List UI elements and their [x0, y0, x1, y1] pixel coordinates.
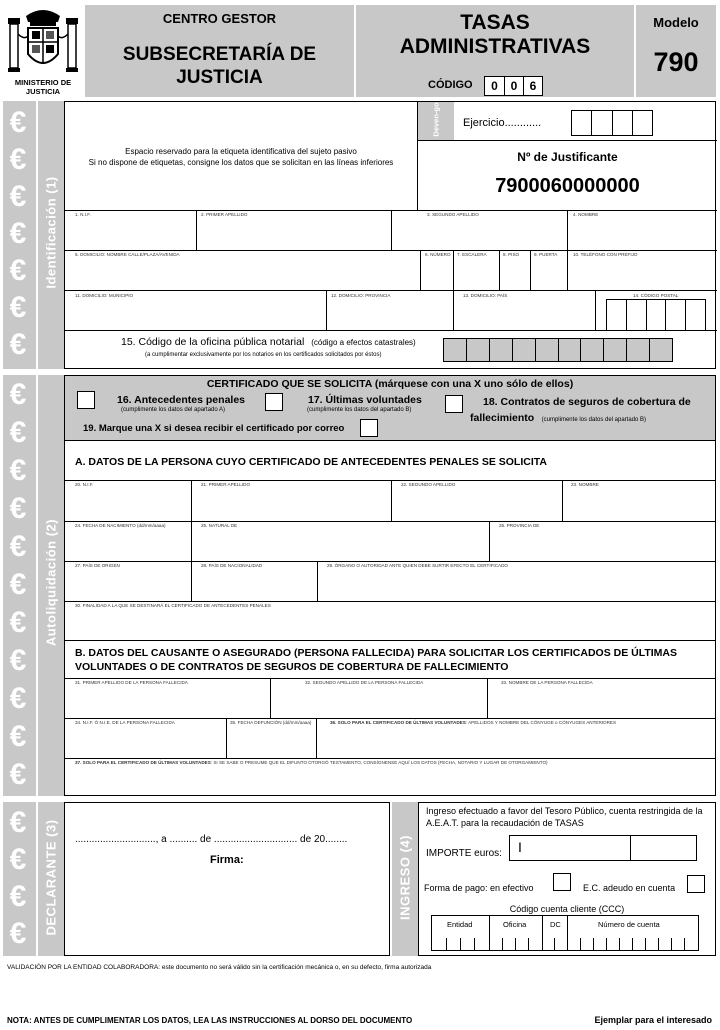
- tasas-panel: [356, 5, 634, 97]
- coat-of-arms-icon: [4, 4, 82, 80]
- euro-icon: €: [9, 880, 27, 913]
- label-space-line2: Si no dispone de etiquetas, consigne los datos que se solicitan en las líneas inferiores: [88, 158, 394, 167]
- declarante-side-label: DECLARANTE (3): [43, 819, 59, 936]
- ccc-oficina: Oficina: [503, 920, 527, 929]
- b-conyuge-field[interactable]: 36. SOLO PARA EL CERTIFICADO DE ÚLTIMAS VOLUNTADES: APELLIDOS Y NOMBRE DEL CÓNYUGE o CÓNYUGES ANTERIORES: [330, 720, 617, 725]
- ccc-boxes[interactable]: [431, 915, 699, 951]
- puerta-field[interactable]: 9. PUERTA: [534, 252, 558, 257]
- ccc-label: Código cuenta cliente (CCC): [509, 904, 625, 914]
- euro-icon: €: [9, 106, 27, 139]
- a-pais-nacionalidad-field[interactable]: 28. PAÍS DE NACIONALIDAD: [201, 563, 263, 568]
- modelo-panel: [636, 5, 716, 97]
- importe-input[interactable]: [509, 835, 697, 861]
- tasas-title: TASAS ADMINISTRATIVAS: [399, 11, 591, 58]
- codigo-digit: 0: [504, 77, 523, 95]
- a-finalidad-field[interactable]: 30. FINALIDAD A LA QUE SE DESTINARÁ EL CERTIFICADO DE ANTECEDENTES PENALES: [75, 603, 271, 608]
- centro-gestor-panel: [85, 5, 354, 97]
- euro-icon: €: [9, 530, 27, 563]
- identificacion-section: [64, 101, 716, 369]
- correo-label: 19. Marque una X si desea recibir el certificado por correo: [83, 423, 345, 434]
- a-organo-field[interactable]: 29. ÓRGANO O AUTORIDAD ANTE QUIEN DEBE SURTIR EFECTO EL CERTIFICADO: [327, 563, 508, 568]
- oficina-notarial-boxes[interactable]: [443, 338, 673, 362]
- correo-checkbox[interactable]: [360, 419, 378, 437]
- euro-icon: €: [9, 291, 27, 324]
- declarante-side-bar: [38, 802, 64, 956]
- b-segundo-apellido-field[interactable]: 32. SEGUNDO APELLIDO DE LA PERSONA FALLECIDA: [305, 680, 424, 685]
- ccc-entidad: Entidad: [447, 920, 473, 929]
- importe-label: IMPORTE euros:: [426, 848, 502, 859]
- forma-pago-label: Forma de pago: en efectivo: [424, 883, 534, 893]
- a-provincia-field[interactable]: 26. PROVINCIA DE: [499, 523, 540, 528]
- piso-field[interactable]: 8. PISO: [503, 252, 520, 257]
- ultimas-voluntades-label: 17. Últimas voluntades: [308, 394, 422, 406]
- euro-icon: €: [9, 843, 27, 876]
- validacion-text: VALIDACIÓN POR LA ENTIDAD COLABORADORA: este documento no será válido sin la certificación mecánica o, en su defecto, firma autorizada: [7, 964, 432, 971]
- seccion-b-title-2: VOLUNTADES O DE CONTRATOS DE SEGUROS DE COBERTURA DE FALLECIMIENTO: [75, 661, 509, 673]
- codigo-postal-boxes[interactable]: [606, 299, 706, 330]
- ingreso-intro-2: A.E.A.T. para la recaudación de TASAS: [426, 818, 584, 828]
- devengo-box: [418, 102, 454, 140]
- escalera-field[interactable]: 7. ESCALERA: [457, 252, 487, 257]
- numero-field[interactable]: 6. NÚMERO: [425, 252, 451, 257]
- euro-icon: €: [9, 568, 27, 601]
- segundo-apellido-field[interactable]: 3. SEGUNDO APELLIDO: [427, 212, 479, 217]
- ejercicio-boxes[interactable]: [571, 110, 653, 136]
- codigo-postal-label: 14. CÓDIGO POSTAL: [633, 293, 679, 298]
- autoliquidacion-section: [64, 375, 716, 796]
- a-nombre-field[interactable]: 23. NOMBRE: [571, 482, 599, 487]
- provincia-field[interactable]: 12. DOMICILIO: PROVINCIA: [331, 293, 391, 298]
- euro-icon: €: [9, 806, 27, 839]
- modelo-number: 790: [653, 47, 699, 77]
- euro-icon: €: [9, 378, 27, 411]
- efectivo-checkbox[interactable]: [553, 873, 571, 891]
- euro-icon: €: [9, 644, 27, 677]
- codigo-label: CÓDIGO: [428, 79, 473, 91]
- ejemplar-text: Ejemplar para el interesado: [594, 1015, 712, 1025]
- euro-icon: €: [9, 682, 27, 715]
- municipio-field[interactable]: 11. DOMICILIO: MUNICIPIO: [75, 293, 134, 298]
- euro-icon: €: [9, 758, 27, 791]
- seguros-checkbox[interactable]: [445, 395, 463, 413]
- ejercicio-label: Ejercicio............: [463, 117, 542, 129]
- devengo-label: Deven-go: [431, 102, 441, 137]
- ministry-name: MINISTERIO DE JUSTICIA: [14, 78, 72, 96]
- antecedentes-checkbox[interactable]: [77, 391, 95, 409]
- identificacion-side-bar: [38, 101, 64, 369]
- label-space-line1: Espacio reservado para la etiqueta identificativa del sujeto pasivo: [125, 147, 357, 156]
- centro-gestor-label: CENTRO GESTOR: [162, 11, 277, 26]
- domicilio-calle-field[interactable]: 5. DOMICILIO: NOMBRE CALLE/PLAZA/AVENIDA: [75, 252, 180, 257]
- a-pais-origen-field[interactable]: 27. PAÍS DE ORIGEN: [75, 563, 120, 568]
- adeudo-label: E.C. adeudo en cuenta: [583, 883, 676, 893]
- codigo-digit: 6: [523, 77, 542, 95]
- b-nif-field[interactable]: 34. N.I.F. Ó N.I.E. DE LA PERSONA FALLECIDA: [75, 720, 175, 725]
- b-nombre-field[interactable]: 33. NOMBRE DE LA PERSONA FALLECIDA: [501, 680, 593, 685]
- ingreso-side-bar: [392, 802, 418, 956]
- ingreso-intro: Ingreso efectuado a favor del Tesoro Público, cuenta restringida de la: [426, 806, 703, 816]
- centro-gestor-name: SUBSECRETARÍA DE JUSTICIA: [122, 44, 317, 88]
- ccc-numero-cuenta: Número de cuenta: [598, 920, 660, 929]
- b-fecha-defuncion-field[interactable]: 35. FECHA DEFUNCIÓN (dd/mm/aaaa): [230, 720, 312, 725]
- importe-value: I: [518, 839, 522, 855]
- nota-text: NOTA: ANTES DE CUMPLIMENTAR LOS DATOS, LEA LAS INSTRUCCIONES AL DORSO DEL DOCUMENTO: [7, 1016, 413, 1025]
- ultimas-voluntades-sub: (cumplimente los datos del apartado B): [307, 407, 412, 413]
- antecedentes-label: 16. Antecedentes penales: [117, 394, 245, 406]
- euro-icon: €: [9, 720, 27, 753]
- primer-apellido-field[interactable]: 2. PRIMER APELLIDO: [201, 212, 248, 217]
- codigo-digit: 0: [491, 79, 498, 93]
- nif-field[interactable]: 1. N.I.F.: [75, 212, 91, 217]
- pais-field[interactable]: 13. DOMICILIO: PAÍS: [463, 293, 508, 298]
- b-primer-apellido-field[interactable]: 31. PRIMER APELLIDO DE LA PERSONA FALLECIDA: [75, 680, 188, 685]
- euro-icon: €: [9, 454, 27, 487]
- a-primer-apellido-field[interactable]: 21. PRIMER APELLIDO: [201, 482, 251, 487]
- euro-icon: €: [9, 180, 27, 213]
- euro-icon: €: [9, 492, 27, 525]
- justificante-number: 7900060000000: [495, 175, 640, 197]
- nombre-field[interactable]: 4. NOMBRE: [573, 212, 599, 217]
- ccc-dc: DC: [550, 920, 561, 929]
- a-natural-field[interactable]: 25. NATURAL DE: [201, 523, 238, 528]
- antecedentes-sub: (cumplimente los datos del apartado A): [121, 407, 226, 413]
- seccion-a-title: A. DATOS DE LA PERSONA CUYO CERTIFICADO DE ANTECEDENTES PENALES SE SOLICITA: [75, 456, 547, 468]
- euro-icon: €: [9, 917, 27, 950]
- ministry-logo: [4, 4, 82, 98]
- euro-icon: €: [9, 217, 27, 250]
- a-segundo-apellido-field[interactable]: 22. SEGUNDO APELLIDO: [401, 482, 456, 487]
- justificante-label: Nº de Justificante: [517, 150, 618, 164]
- autoliquidacion-side-label: Autoliquidación (2): [43, 518, 59, 647]
- euro-icon: €: [9, 328, 27, 361]
- oficina-notarial-sub: (a cumplimentar exclusivamente por los notarios en los certificados solicitados por éstos): [145, 352, 382, 358]
- telefono-field[interactable]: 10. TELÉFONO CON PREFIJO: [573, 252, 638, 257]
- euro-icon: €: [9, 416, 27, 449]
- cert-title: CERTIFICADO QUE SE SOLICITA (márquese con una X uno sólo de ellos): [206, 378, 574, 390]
- label-space: [65, 102, 417, 210]
- euro-icon: €: [9, 254, 27, 287]
- oficina-notarial-note: (código a efectos catastrales): [311, 338, 416, 347]
- seccion-b-title: B. DATOS DEL CAUSANTE O ASEGURADO (PERSONA FALLECIDA) PARA SOLICITAR LOS CERTIFICADOS DE ÚLTIMAS: [75, 647, 678, 659]
- firma-label: Firma:: [210, 854, 244, 866]
- a-nif-field[interactable]: 20. N.I.F.: [75, 482, 94, 487]
- declarante-section: [64, 802, 390, 956]
- ingreso-side-label: INGRESO (4): [397, 835, 413, 920]
- seguros-label: 18. Contratos de seguros de cobertura de: [483, 396, 691, 408]
- oficina-notarial-label: 15. Código de la oficina pública notarial: [121, 336, 305, 348]
- identificacion-side-label: Identificación (1): [43, 176, 59, 289]
- b-testamento-field[interactable]: 37. SOLO PARA EL CERTIFICADO DE ÚLTIMAS VOLUNTADES: SI SE SABE O PRESUME QUE EL DIFUNTO OTORGÓ TESTAMENTO, CONSÍGNENSE AQUÍ LOS DATOS (FECHA, NOTARIO Y LUGAR DE OTORGAMIENTO): [75, 760, 548, 765]
- seguros-label-2: fallecimiento (cumplimente los datos del apartado B): [470, 412, 647, 424]
- ultimas-voluntades-checkbox[interactable]: [265, 393, 283, 411]
- oficina-notarial-title: [121, 336, 416, 348]
- autoliquidacion-side-bar: [38, 375, 64, 796]
- ingreso-section: [418, 802, 716, 956]
- adeudo-checkbox[interactable]: [687, 875, 705, 893]
- lugar-fecha-line[interactable]: ............................., a .......... de .............................. de 20........: [75, 834, 348, 845]
- codigo-boxes: [484, 76, 543, 96]
- euro-icon: €: [9, 143, 27, 176]
- modelo-label: Modelo: [653, 15, 699, 30]
- a-fecha-nacimiento-field[interactable]: 24. FECHA DE NACIMIENTO (dd/mm/aaaa): [75, 523, 166, 528]
- euro-icon: €: [9, 606, 27, 639]
